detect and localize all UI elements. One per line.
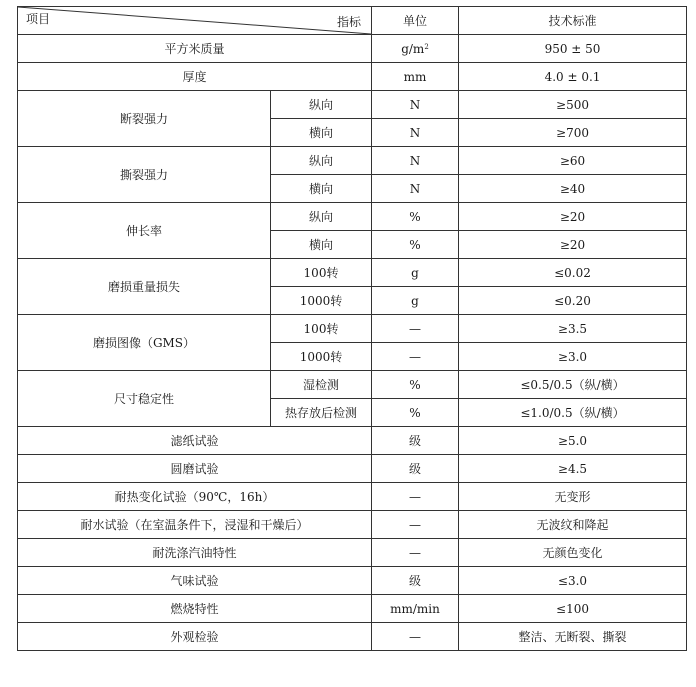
table-row bbox=[18, 567, 687, 595]
row-unit: — bbox=[372, 343, 459, 371]
row-name: 磨损重量损失 bbox=[18, 259, 271, 315]
row-unit: % bbox=[372, 399, 459, 427]
row-value: ≥60 bbox=[459, 147, 687, 175]
row-unit: 级 bbox=[372, 567, 459, 595]
table-row bbox=[18, 455, 687, 483]
row-value: 无变形 bbox=[459, 483, 687, 511]
row-value: ≤1.0/0.5（纵/横） bbox=[459, 399, 687, 427]
header-item: 项目 bbox=[26, 12, 51, 26]
row-subitem: 100转 bbox=[271, 259, 372, 287]
row-subitem: 湿检测 bbox=[271, 371, 372, 399]
table-row bbox=[18, 539, 687, 567]
table-row bbox=[18, 371, 687, 399]
row-value: ≥40 bbox=[459, 175, 687, 203]
row-name: 断裂强力 bbox=[18, 91, 271, 147]
row-name: 平方米质量 bbox=[18, 35, 372, 63]
row-subitem: 热存放后检测 bbox=[271, 399, 372, 427]
row-name: 气味试验 bbox=[18, 567, 372, 595]
row-name: 撕裂强力 bbox=[18, 147, 271, 203]
row-unit: — bbox=[372, 539, 459, 567]
row-unit bbox=[372, 35, 459, 63]
row-unit: — bbox=[372, 511, 459, 539]
table-row bbox=[18, 259, 687, 287]
row-value: ≤0.20 bbox=[459, 287, 687, 315]
row-value: 无波纹和降起 bbox=[459, 511, 687, 539]
row-unit: 级 bbox=[372, 427, 459, 455]
table-row bbox=[18, 623, 687, 651]
row-name: 滤纸试验 bbox=[18, 427, 372, 455]
table-row bbox=[18, 427, 687, 455]
row-unit: N bbox=[372, 91, 459, 119]
diagonal-line bbox=[18, 7, 371, 34]
unit-superscript: 2 bbox=[424, 42, 429, 51]
row-subitem: 1000转 bbox=[271, 287, 372, 315]
row-unit: % bbox=[372, 371, 459, 399]
row-subitem: 纵向 bbox=[271, 203, 372, 231]
table-row bbox=[18, 35, 687, 63]
row-unit: % bbox=[372, 231, 459, 259]
row-name: 耐洗涤汽油特性 bbox=[18, 539, 372, 567]
row-value: 整洁、无断裂、撕裂 bbox=[459, 623, 687, 651]
row-unit: — bbox=[372, 315, 459, 343]
row-value: ≥3.5 bbox=[459, 315, 687, 343]
row-subitem: 横向 bbox=[271, 175, 372, 203]
row-name: 厚度 bbox=[18, 63, 372, 91]
row-value: ≤0.5/0.5（纵/横） bbox=[459, 371, 687, 399]
table-row bbox=[18, 63, 687, 91]
row-name: 耐热变化试验（90℃，16h） bbox=[18, 483, 372, 511]
spec-table bbox=[17, 6, 687, 651]
header-standard: 技术标准 bbox=[459, 7, 687, 35]
row-subitem: 纵向 bbox=[271, 91, 372, 119]
header-indicator: 指标 bbox=[336, 15, 361, 29]
header-row bbox=[18, 7, 687, 35]
table-row bbox=[18, 315, 687, 343]
row-unit: g bbox=[372, 287, 459, 315]
row-unit: — bbox=[372, 623, 459, 651]
row-unit: mm/min bbox=[372, 595, 459, 623]
row-unit: g bbox=[372, 259, 459, 287]
row-name: 耐水试验（在室温条件下，浸湿和干燥后） bbox=[18, 511, 372, 539]
row-subitem: 100转 bbox=[271, 315, 372, 343]
header-diagonal-cell bbox=[18, 7, 372, 35]
row-value: 4.0 ± 0.1 bbox=[459, 63, 687, 91]
row-name: 伸长率 bbox=[18, 203, 271, 259]
row-name: 圆磨试验 bbox=[18, 455, 372, 483]
row-value: ≥700 bbox=[459, 119, 687, 147]
unit-base: g/m bbox=[401, 41, 425, 56]
table-row bbox=[18, 511, 687, 539]
row-value: ≥20 bbox=[459, 203, 687, 231]
row-value: ≤100 bbox=[459, 595, 687, 623]
row-unit: — bbox=[372, 483, 459, 511]
row-value: ≤3.0 bbox=[459, 567, 687, 595]
row-subitem: 1000转 bbox=[271, 343, 372, 371]
table-row bbox=[18, 595, 687, 623]
row-subitem: 纵向 bbox=[271, 147, 372, 175]
row-subitem: 横向 bbox=[271, 231, 372, 259]
row-subitem: 横向 bbox=[271, 119, 372, 147]
row-value: 无颜色变化 bbox=[459, 539, 687, 567]
row-name: 尺寸稳定性 bbox=[18, 371, 271, 427]
row-unit: mm bbox=[372, 63, 459, 91]
table-row bbox=[18, 203, 687, 231]
row-name: 磨损图像（GMS） bbox=[18, 315, 271, 371]
row-unit: 级 bbox=[372, 455, 459, 483]
row-value: ≥20 bbox=[459, 231, 687, 259]
table-row bbox=[18, 91, 687, 119]
row-name: 燃烧特性 bbox=[18, 595, 372, 623]
row-unit: % bbox=[372, 203, 459, 231]
row-value: ≥4.5 bbox=[459, 455, 687, 483]
header-unit: 单位 bbox=[372, 7, 459, 35]
table-row bbox=[18, 147, 687, 175]
row-unit: N bbox=[372, 147, 459, 175]
row-name: 外观检验 bbox=[18, 623, 372, 651]
table-row bbox=[18, 483, 687, 511]
row-unit: N bbox=[372, 119, 459, 147]
row-value: ≥3.0 bbox=[459, 343, 687, 371]
row-value: ≤0.02 bbox=[459, 259, 687, 287]
row-value: ≥5.0 bbox=[459, 427, 687, 455]
row-value: 950 ± 50 bbox=[459, 35, 687, 63]
row-unit: N bbox=[372, 175, 459, 203]
row-value: ≥500 bbox=[459, 91, 687, 119]
